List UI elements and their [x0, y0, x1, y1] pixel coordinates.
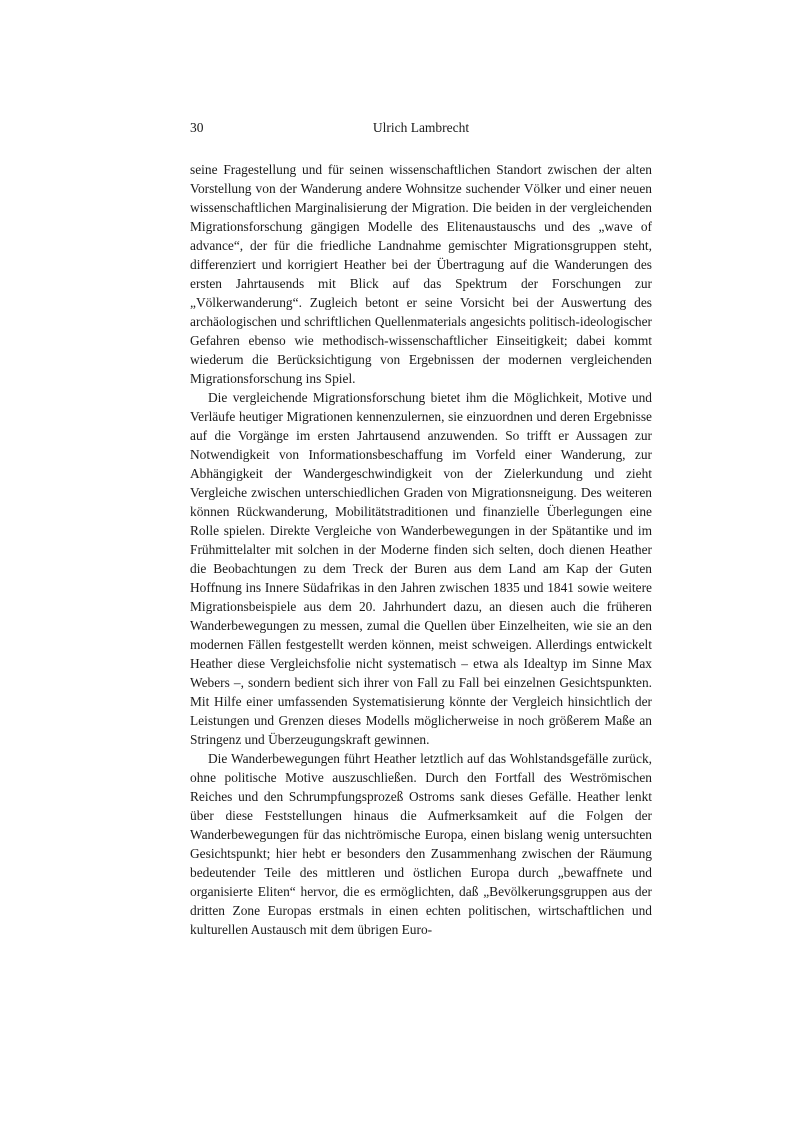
running-title: Ulrich Lambrecht	[372, 120, 470, 135]
book-page	[190, 118, 652, 939]
running-head	[190, 118, 652, 138]
paragraph-2: Die vergleichende Migrationsforschung bietet ihm die Möglichkeit, Motive und Verläufe heutiger Migrationen kennenzulernen, sie einzuordnen und deren Ergebnisse auf die Vorgänge im ersten Jahrtausend anzuwenden. So trifft er Aussagen zur Notwendigkeit von Informationsbeschaffung im Vorfeld einer Wanderung, zur Abhängigkeit der Wandergeschwindigkeit von der Zielerkundung und zieht Vergleiche zwischen unterschiedlichen Graden von Migrationsneigung. Des weiteren können Rückwanderung, Mobilitätstraditionen und finanzielle Überlegungen eine Rolle spielen. Direkte Vergleiche von Wanderbewegungen in der Spätantike und im Frühmittelalter mit solchen in der Moderne finden sich selten, doch dienen Heather die Beobachtungen zu dem Treck der Buren aus dem Land am Kap der Guten Hoffnung ins Innere Südafrikas in den Jahren zwischen 1835 und 1841 sowie weitere Migrationsbeispiele aus dem 20. Jahrhundert dazu, an diesen auch die früheren Wanderbewegungen zu messen, zumal die Quellen über Einzelheiten, wie sie an den modernen Fällen festgestellt werden können, meist schweigen. Allerdings entwickelt Heather diese Vergleichsfolie nicht systematisch – etwa als Idealtyp im Sinne Max Webers –, sondern bedient sich ihrer von Fall zu Fall bei einzelnen Gesichtspunkten. Mit Hilfe einer umfassenden Systematisierung könnte der Vergleich hinsichtlich der Leistungen und Grenzen dieses Modells möglicherweise in noch größerem Maße an Stringenz und Überzeugungskraft gewinnen.	[190, 390, 652, 747]
page-number: 30	[190, 120, 204, 135]
paragraph-3: Die Wanderbewegungen führt Heather letztlich auf das Wohlstandsgefälle zurück, ohne politische Motive auszuschließen. Durch den Fortfall des Weströmischen Reiches und den Schrumpfungsprozeß Ostroms sank dieses Gefälle. Heather lenkt über diese Feststellungen hinaus die Aufmerksamkeit auf die Folgen der Wanderbewegungen für das nichtrömische Europa, einen bislang wenig untersuchten Gesichtspunkt; hier hebt er besonders den Zusammenhang zwischen der Räumung bedeutender Teile des mittleren und östlichen Europa durch „bewaffnete und organisierte Eliten“ hervor, die es ermöglichten, daß „Bevölkerungsgruppen aus der dritten Zone Europas erstmals in einen echten politischen, wirtschaftlichen und kulturellen Austausch mit dem übrigen Euro-	[190, 751, 652, 937]
paragraph-1: seine Fragestellung und für seinen wissenschaftlichen Standort zwischen der alten Vorstellung von der Wanderung andere Wohnsitze suchender Völker und einer neuen wissenschaftlichen Marginalisierung der Migration. Die beiden in der vergleichenden Migrationsforschung gängigen Modelle des Elitenaustauschs und des „wave of advance“, der für die friedliche Landnahme gemischter Migrationsgruppen steht, differenziert und korrigiert Heather bei der Übertragung auf die Wanderungen des ersten Jahrtausends mit Blick auf das Spektrum der Forschungen zur „Völkerwanderung“. Zugleich betont er seine Vorsicht bei der Auswertung des archäologischen und schriftlichen Quellenmaterials angesichts politisch-ideologischer Gefahren ebenso wie methodisch-wissenschaftlicher Einseitigkeit; dabei kommt wiederum die Berücksichtigung von Ergebnissen der modernen vergleichenden Migrationsforschung ins Spiel.	[190, 162, 652, 386]
body-text	[190, 160, 652, 939]
